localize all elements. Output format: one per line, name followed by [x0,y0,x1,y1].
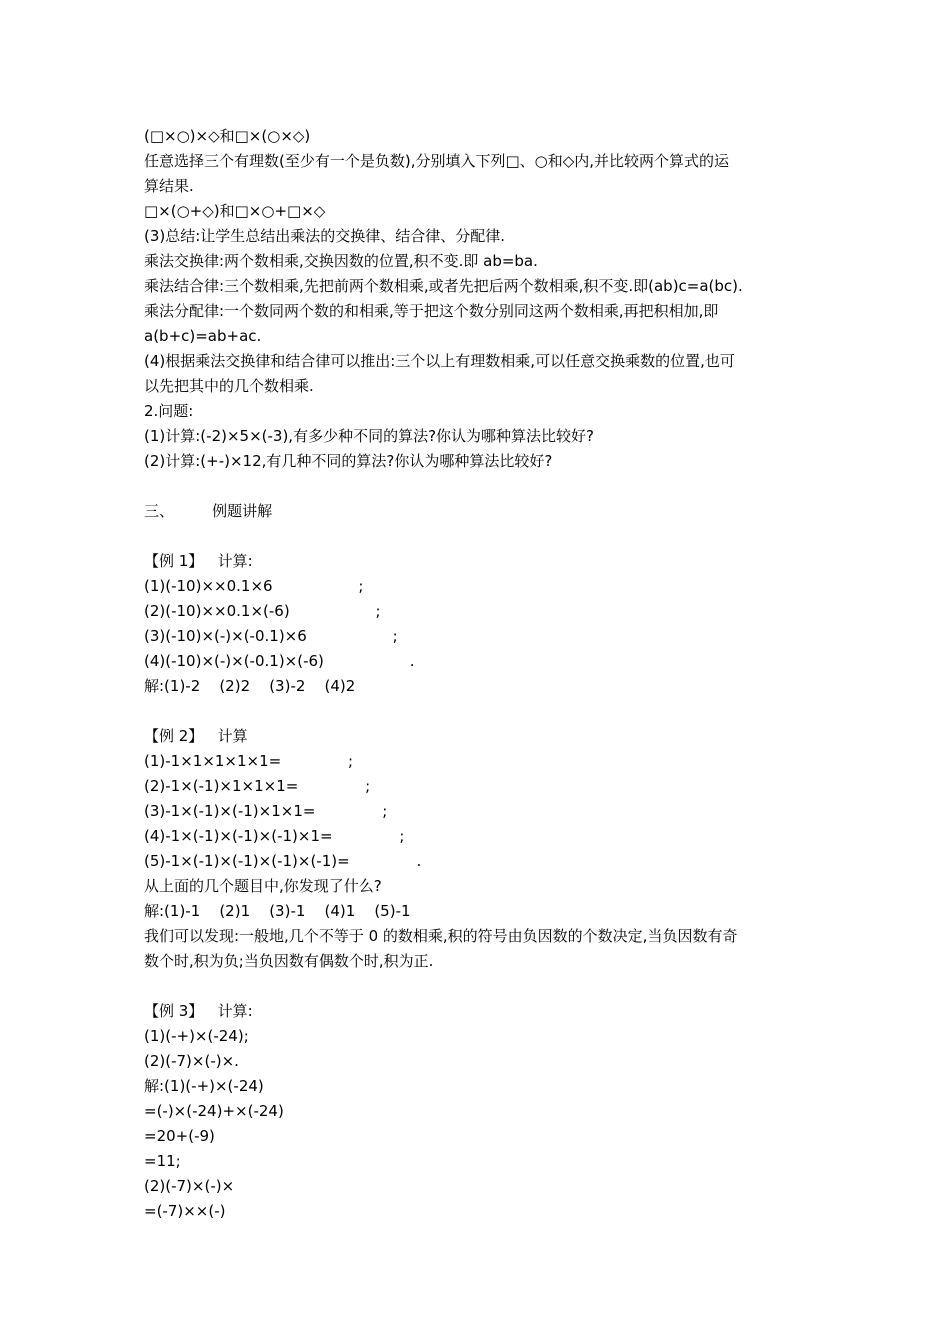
text-line: 任意选择三个有理数(至少有一个是负数),分别填入下列□、○和◇内,并比较两个算式的运 [144,152,730,170]
text-line: 2.问题: [144,402,194,420]
example-heading: 【例 1】 计算: [144,552,253,570]
text-line: □×(○+◇)和□×○+□×◇ [144,202,326,220]
section-heading: 三、 例题讲解 [144,502,273,520]
text-line: =11; [144,1152,181,1170]
text-line: (5)-1×(-1)×(-1)×(-1)×(-1)= . [144,852,422,870]
text-line: (2)-1×(-1)×1×1×1= ; [144,777,371,795]
text-line: (2)(-10)××0.1×(-6) ; [144,602,381,620]
text-line: (3)-1×(-1)×(-1)×1×1= ; [144,802,388,820]
text-line: (3)(-10)×(-)×(-0.1)×6 ; [144,627,398,645]
text-line: (4)根据乘法交换律和结合律可以推出:三个以上有理数相乘,可以任意交换乘数的位置,也可 [144,352,735,370]
text-line: (1)-1×1×1×1×1= ; [144,752,354,770]
text-line: a(b+c)=ab+ac. [144,327,262,345]
text-line: 从上面的几个题目中,你发现了什么? [144,877,382,895]
text-line: 乘法结合律:三个数相乘,先把前两个数相乘,或者先把后两个数相乘,积不变.即(ab)c=a(bc). [144,277,743,295]
text-line: (4)(-10)×(-)×(-0.1)×(-6) . [144,652,415,670]
text-line: (1)(-10)××0.1×6 ; [144,577,364,595]
text-line: 算结果. [144,177,194,195]
text-line: 乘法分配律:一个数同两个数的和相乘,等于把这个数分别同这两个数相乘,再把积相加,即 [144,302,719,320]
example-heading: 【例 3】 计算: [144,1002,253,1020]
text-line: 我们可以发现:一般地,几个不等于 0 的数相乘,积的符号由负因数的个数决定,当负因数有奇 [144,927,738,945]
text-line: 以先把其中的几个数相乘. [144,377,314,395]
text-line: =(-)×(-24)+×(-24) [144,1102,284,1120]
text-line: (□×○)×◇和□×(○×◇) [144,127,311,145]
text-line: (2)(-7)×(-)× [144,1177,235,1195]
text-line: (4)-1×(-1)×(-1)×(-1)×1= ; [144,827,405,845]
text-line: (3)总结:让学生总结出乘法的交换律、结合律、分配律. [144,227,506,245]
text-line: =20+(-9) [144,1127,215,1145]
text-line: (1)(-+)×(-24); [144,1027,249,1045]
text-line: =(-7)××(-) [144,1202,226,1220]
text-line: (1)计算:(-2)×5×(-3),有多少种不同的算法?你认为哪种算法比较好? [144,427,594,445]
text-line: 乘法交换律:两个数相乘,交换因数的位置,积不变.即 ab=ba. [144,252,538,270]
text-line: 解:(1)-1 (2)1 (3)-1 (4)1 (5)-1 [144,902,411,920]
text-line: 解:(1)(-+)×(-24) [144,1077,264,1095]
text-line: (2)计算:(+-)×12,有几种不同的算法?你认为哪种算法比较好? [144,452,553,470]
text-line: 解:(1)-2 (2)2 (3)-2 (4)2 [144,677,356,695]
text-line: 数个时,积为负;当负因数有偶数个时,积为正. [144,952,434,970]
text-line: (2)(-7)×(-)×. [144,1052,239,1070]
example-heading: 【例 2】 计算 [144,727,248,745]
